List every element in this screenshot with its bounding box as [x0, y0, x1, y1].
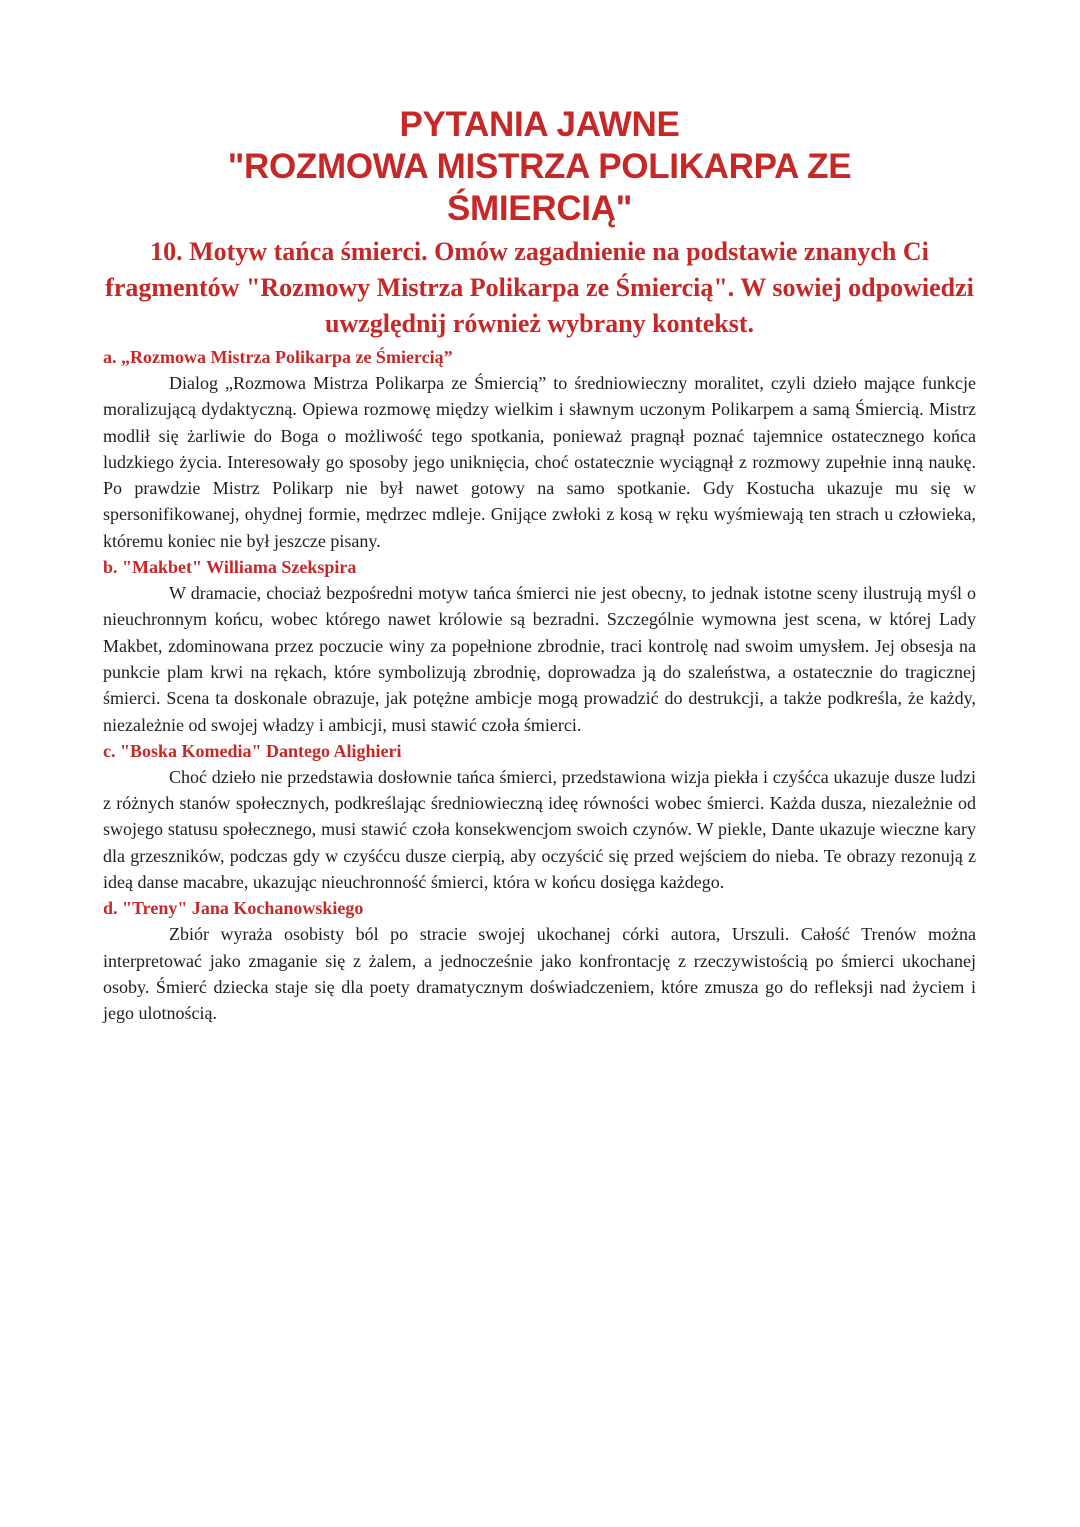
question-heading: 10. Motyw tańca śmierci. Omów zagadnienie na podstawie znanych Ci fragmentów "Rozmowy Mistrza Polikarpa ze Śmiercią". W sowiej odpowiedzi uwzględnij również wybrany kontekst.	[105, 237, 974, 338]
section-heading: b. "Makbet" Williama Szekspira	[103, 557, 357, 578]
section-body: Dialog „Rozmowa Mistrza Polikarpa ze Śmiercią” to średniowieczny moralitet, czyli dzieło mające funkcje moralizującą dydaktyczną. Opiewa rozmowę między wielkim i sławnym uczonym Polikarpem a samą Śmiercią. Mistrz modlił się żarliwie do Boga o możliwość tego spotkania, ponieważ pragnął poznać tajemnice ostatecznego końca ludzkiego życia. Interesowały go sposoby jego uniknięcia, choć ostatecznie wyciągnął z rozmowy zupełnie inną naukę. Po prawdzie Mistrz Polikarp nie był nawet gotowy na samo spotkanie. Gdy Kostucha ukazuje mu się w spersonifikowanej, ohydnej formie, mędrzec mdleje. Gnijące zwłoki z kosą w ręku wyśmiewają ten strach u człowieka, któremu koniec nie był jeszcze pisany.	[103, 373, 976, 551]
title-line-2: "ROZMOWA MISTRZA POLIKARPA ZE	[227, 147, 852, 186]
section-d	[103, 895, 976, 1026]
section-body: W dramacie, chociaż bezpośredni motyw tańca śmierci nie jest obecny, to jednak istotne sceny ilustrują myśl o nieuchronnym końcu, wobec którego nawet królowie są bezradni. Szczególnie wymowna jest scena, w której Lady Makbet, zdominowana przez poczucie winy za popełnione zbrodnie, traci kontrolę nad swoim umysłem. Jej obsesja na punkcie plam krwi na rękach, które symbolizują zbrodnię, doprowadza ją do szaleństwa, a ostatecznie do tragicznej śmierci. Scena ta doskonale obrazuje, jak potężne ambicje mogą prowadzić do destrukcji, a także podkreśla, że każdy, niezależnie od swojej władzy i ambicji, musi stawić czoła śmierci.	[103, 583, 976, 735]
section-body: Choć dzieło nie przedstawia dosłownie tańca śmierci, przedstawiona wizja piekła i czyśćca ukazuje dusze ludzi z różnych stanów społecznych, podkreślając średniowieczną ideę równości wobec śmierci. Każda dusza, niezależnie od swojego statusu społecznego, musi stawić czoła konsekwencjom swoich czynów. W piekle, Dante ukazuje wieczne kary dla grzeszników, podczas gdy w czyśćcu dusze cierpią, aby oczyścić się przed wejściem do nieba. Te obrazy rezonują z ideą danse macabre, ukazując nieuchronność śmierci, która w końcu dosięga każdego.	[103, 766, 976, 893]
section-b	[103, 554, 976, 738]
title-line-3: ŚMIERCIĄ"	[446, 189, 632, 228]
section-heading: a. „Rozmowa Mistrza Polikarpa ze Śmiercią”	[103, 347, 453, 367]
section-heading: d. "Treny" Jana Kochanowskiego	[103, 898, 364, 919]
section-a	[103, 344, 976, 554]
section-heading: c. "Boska Komedia" Dantego Alighieri	[103, 740, 402, 761]
document-page	[103, 104, 976, 1027]
section-body: Zbiór wyraża osobisty ból po stracie swojej ukochanej córki autora, Urszuli. Całość Trenów można interpretować jako zmaganie się z żalem, a jednocześnie jako konfrontację z rzeczywistością po śmierci ukochanej osoby. Śmierć dziecka staje się dla poety dramatycznym doświadczeniem, które zmusza go do refleksji nad życiem i jego ulotnością.	[103, 924, 976, 1024]
section-c	[103, 738, 976, 895]
page-title	[103, 104, 976, 230]
title-line-1: PYTANIA JAWNE	[399, 105, 680, 144]
